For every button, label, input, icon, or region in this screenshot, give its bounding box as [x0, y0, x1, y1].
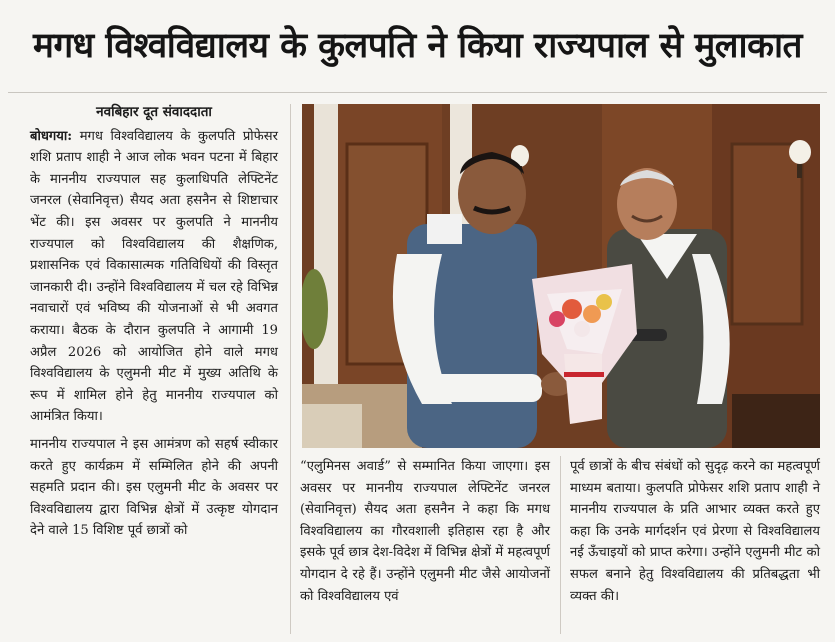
- paragraph-1-text: मगध विश्वविद्यालय के कुलपति प्रोफेसर शशि प्रताप शाही ने आज लोक भवन पटना में बिहार के माननीय राज्यपाल सह कुलाधिपति लेफ्टिनेंट जनरल (सेवानिवृत्त) सैयद अता हसनैन से शिष्टाचार भेंट की। इस अवसर पर कुलपति ने माननीय राज्यपाल को विश्वविद्यालय की शैक्षणिक, प्रशासनिक एवं विकासात्मक गतिविधियों की विस्तृत जानकारी दी। उन्होंने विश्वविद्यालय में चल रहे विभिन्न नवाचारों एवं भविष्य की योजनाओं से भी अवगत कराया। बैठक के दौरान कुलपति ने आगामी 19 अप्रैल 2026 को आयोजित होने वाले मगध विश्वविद्यालय के एलुमनी मीट में मुख्य अतिथि के रूप में शामिल होने हेतु माननीय राज्यपाल को आमंत्रित किया।: [30, 128, 278, 425]
- photo-illustration: [302, 104, 820, 448]
- headline: मगध विश्वविद्यालय के कुलपति ने किया राज्यपाल से मुलाकात: [33, 25, 802, 66]
- column-divider-1: [290, 104, 291, 634]
- article-column-1: [30, 102, 278, 548]
- paragraph-4: पूर्व छात्रों के बीच संबंधों को सुदृढ़ करने का महत्वपूर्ण माध्यम बताया। कुलपति प्रोफेसर शशि प्रताप शाही ने माननीय राज्यपाल के प्रति आभार व्यक्त करते हुए कहा कि उनके मार्गदर्शन एवं प्रेरणा से विश्वविद्यालय नई ऊँचाइयों को प्राप्त करेगा। उन्होंने एलुमनी मीट को सफल बनाने हेतु विश्वविद्यालय की प्रतिबद्धता भी व्यक्त की।: [570, 459, 820, 604]
- dateline: बोधगया:: [30, 128, 73, 144]
- article-column-3: [570, 456, 820, 613]
- paragraph-2: माननीय राज्यपाल ने इस आमंत्रण को सहर्ष स्वीकार करते हुए कार्यक्रम में सम्मिलित होने की अपनी सहमति प्रदान की। इस एलुमनी मीट के अवसर पर विश्वविद्यालय द्वारा विभिन्न क्षेत्रों में उत्कृष्ट योगदान देने वाले 15 विशिष्ट पूर्व छात्रों को: [30, 436, 278, 539]
- paragraph-1: [30, 126, 278, 428]
- article-column-2: [300, 456, 550, 613]
- column-divider-2: [560, 456, 561, 634]
- headline-rule: [8, 92, 827, 93]
- paragraph-3: “एलुमिनस अवार्ड” से सम्मानित किया जाएगा। इस अवसर पर माननीय राज्यपाल लेफ्टिनेंट जनरल (सेवानिवृत्त) सैयद अता हसनैन ने कहा कि मगध विश्वविद्यालय का गौरवशाली इतिहास रहा है और इसके पूर्व छात्र देश-विदेश में विभिन्न क्षेत्रों में महत्वपूर्ण योगदान दे रहे हैं। उन्होंने एलुमनी मीट जैसे आयोजनों को विश्वविद्यालय एवं: [300, 459, 550, 604]
- news-photo: [302, 104, 820, 448]
- byline: नवबिहार दूत संवाददाता: [96, 104, 212, 120]
